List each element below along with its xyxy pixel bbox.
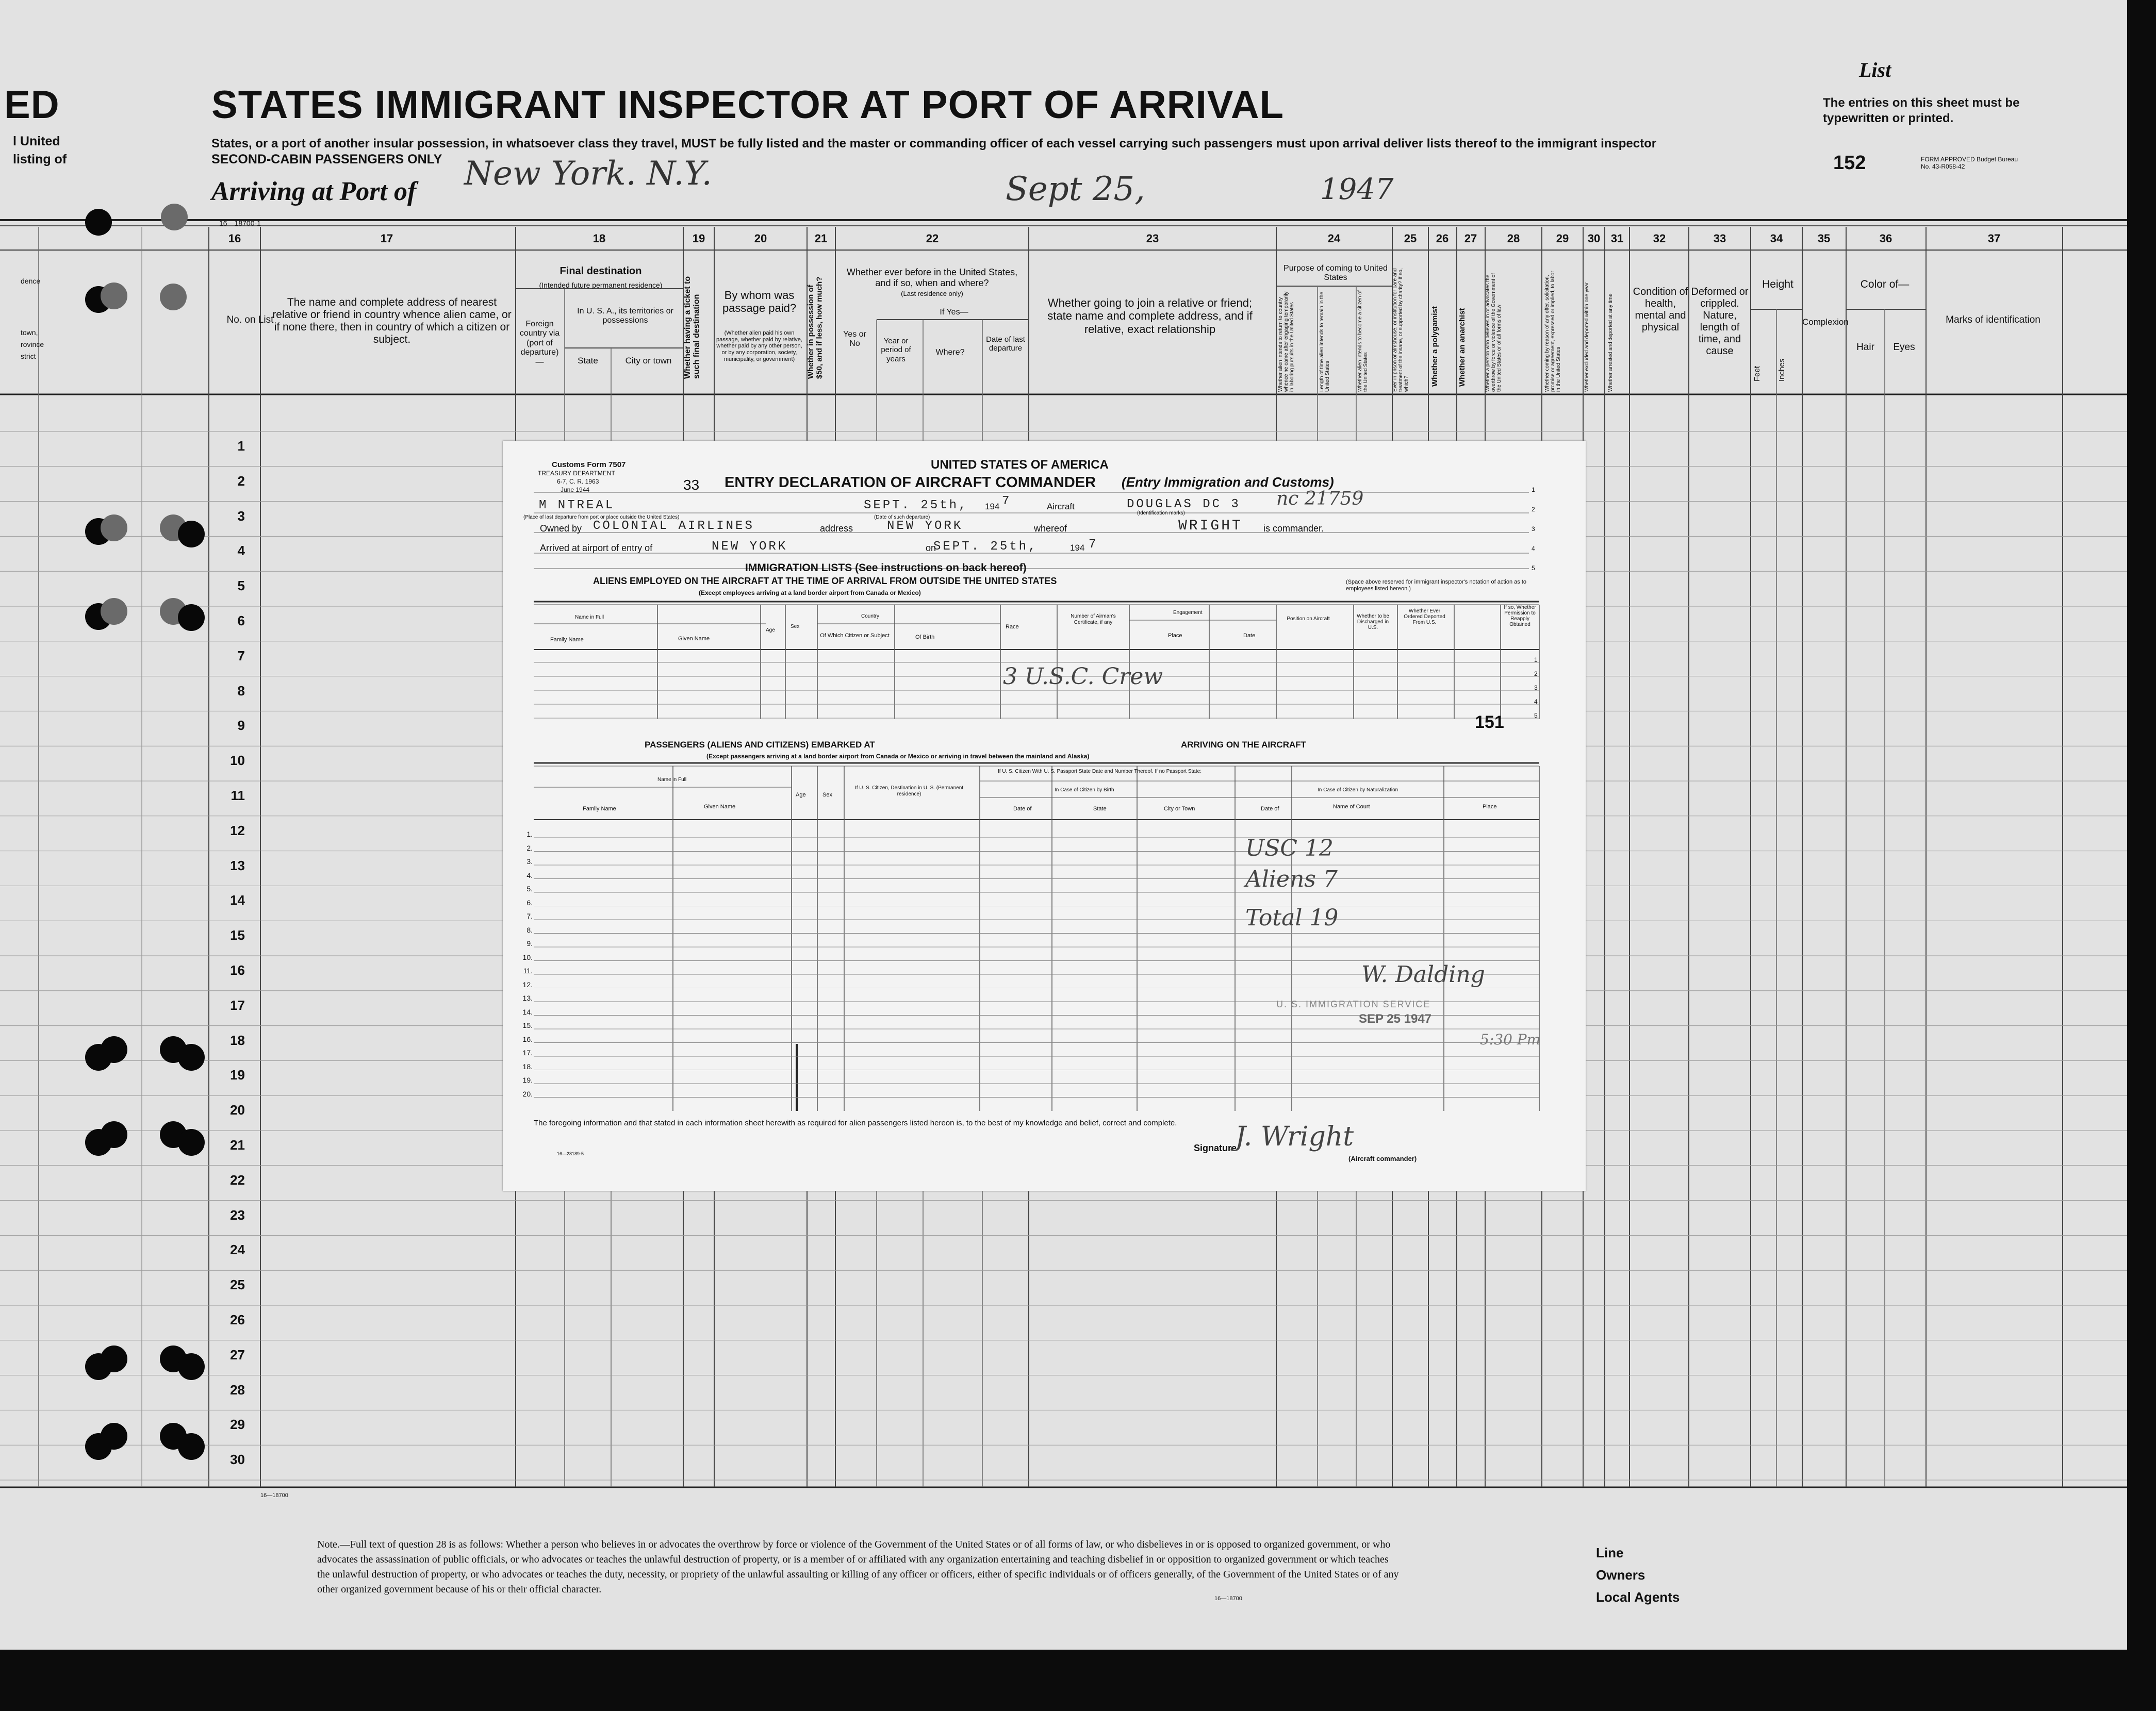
punch-hole	[161, 204, 188, 230]
departure-place: M NTREAL	[539, 499, 615, 512]
header-purpose-return: Whether alien intends to return to country whence he came after engaging temporarily in laboring pursuits in the United States	[1278, 291, 1295, 392]
sheet-cabin-class: SECOND-CABIN PASSENGERS ONLY	[211, 152, 442, 167]
passenger-row-number: 7.	[526, 912, 533, 920]
column-number: 24	[1327, 232, 1341, 245]
aircraft-commander-name: WRIGHT	[1178, 518, 1243, 534]
header-purpose: Purpose of coming to United States	[1283, 264, 1388, 283]
header-inches: Inches	[1778, 358, 1786, 381]
owned-by-label: Owned by	[540, 523, 582, 534]
passenger-row-number: 15.	[522, 1021, 533, 1029]
passengers-sub: (Except passengers arriving at a land border airport from Canada or Mexico or arriving in travel between the mainland and Alaska)	[706, 753, 1090, 760]
row-number: 29	[230, 1417, 245, 1433]
aliens-family-name: Family Name	[550, 637, 584, 643]
aliens-airman-cert: Number of Airman's Certificate, if any	[1071, 613, 1116, 625]
passenger-row-number: 18.	[522, 1062, 533, 1071]
header-year-period: Year or period of years	[881, 337, 911, 363]
label-place-departure: (Place of last departure from port or place outside the United States)	[523, 514, 680, 520]
header-foreign-country: Foreign country via (port of departure)—	[519, 320, 560, 367]
column-number: 23	[1146, 232, 1159, 245]
aliens-given-name: Given Name	[678, 636, 710, 642]
header-polygamist: Whether a polygamist	[1430, 306, 1439, 387]
tally-total: Total 19	[1245, 905, 1339, 931]
row-number: 14	[230, 892, 245, 908]
aliens-race: Race	[1006, 624, 1019, 630]
header-passage-paid: By whom was passage paid?	[722, 289, 797, 315]
row-number: 10	[230, 753, 245, 769]
whereof-label: whereof	[1034, 523, 1067, 534]
punch-hole	[101, 598, 127, 625]
space-reserved-note: (Space above reserved for immigrant inspector's notation of action as to employees listed hereon.)	[1346, 579, 1527, 592]
passenger-row-number: 8.	[526, 925, 533, 934]
row-number: 13	[230, 857, 245, 873]
column-number: 37	[1987, 232, 2001, 245]
declaration-line-number: 4	[1532, 545, 1535, 552]
sheet-title: STATES IMMIGRANT INSPECTOR AT PORT OF ARRIVAL	[211, 83, 1285, 127]
immigration-lists-title: IMMIGRATION LISTS (See instructions on back hereof)	[745, 562, 1027, 574]
header-deformed: Deformed or crippled. Nature, length of time, and cause	[1691, 286, 1749, 357]
header-join-relative: Whether going to join a relative or friend; state name and complete address, and if relative, exact relationship	[1047, 296, 1253, 336]
punch-hole	[178, 1433, 205, 1460]
footer-owners-label: Owners	[1596, 1567, 1645, 1583]
punch-hole	[178, 1353, 205, 1380]
declaration-sheet-151: 151	[1475, 712, 1504, 732]
passengers-title: PASSENGERS (ALIENS AND CITIZENS) EMBARKED AT	[645, 740, 875, 750]
left-fragment-line1: l United	[13, 134, 60, 148]
passenger-row-number: 3.	[526, 857, 533, 866]
aliens-employed-sub: (Except employees arriving at a land border airport from Canada or Mexico)	[699, 589, 921, 596]
footer-line-label: Line	[1596, 1545, 1624, 1560]
column-number: 18	[593, 232, 606, 245]
row-number: 28	[230, 1382, 245, 1398]
header-if-yes: If Yes—	[940, 308, 968, 317]
arrived-label: Arrived at airport of entry of	[540, 543, 653, 553]
aliens-age: Age	[766, 627, 775, 633]
aliens-permission: If so, Whether Permission to Reapply Obtained	[1504, 605, 1536, 627]
passengers-state: State	[1093, 806, 1107, 812]
row-number: 4	[237, 543, 245, 559]
departure-year-digit: 7	[1002, 494, 1012, 508]
punch-hole	[178, 1129, 205, 1156]
header-last-residence: (Last residence only)	[901, 290, 963, 297]
row-number: 21	[230, 1137, 245, 1153]
punch-hole	[101, 283, 127, 309]
alien-row-number: 4	[1534, 698, 1538, 705]
passenger-row-number: 1.	[526, 830, 533, 838]
header-state: State	[578, 356, 598, 366]
declaration-form-code: 16—28189-5	[557, 1151, 584, 1156]
left-edge-label-4: strict	[21, 352, 36, 360]
sheet-form-code: 16—18700-1	[219, 219, 261, 227]
row-number: 25	[230, 1277, 245, 1293]
arriving-label: Arriving at Port of	[211, 177, 417, 206]
header-in-usa: In U. S. A., its territories or possessions	[577, 307, 673, 325]
header-anarchist: Whether an anarchist	[1458, 308, 1467, 387]
column-number: 19	[692, 232, 705, 245]
aliens-position: Position on Aircraft	[1287, 616, 1330, 622]
row-number: 22	[230, 1172, 245, 1188]
column-number: 35	[1817, 232, 1831, 245]
header-prison: Ever in prison or almshouse, or institution for care and treatment of the insane, or supported by charity? If so, which?	[1392, 268, 1409, 392]
header-final-destination-sub: (Intended future permanent residence)	[539, 281, 663, 289]
row-number: 6	[237, 613, 245, 628]
column-number: 21	[814, 232, 828, 245]
header-ticket: Whether having a ticket to such final destination	[683, 276, 701, 379]
passengers-passport: If U. S. Citizen With U. S. Passport State Date and Number Thereof. If no Passport State:	[998, 769, 1202, 774]
tally-aliens: Aliens 7	[1245, 866, 1338, 892]
alien-row-number: 3	[1534, 684, 1538, 691]
tally-usc: USC 12	[1245, 835, 1334, 861]
header-feet: Feet	[1753, 366, 1762, 381]
passenger-row-number: 9.	[526, 939, 533, 948]
passengers-title-arriving: ARRIVING ON THE AIRCRAFT	[1181, 740, 1307, 750]
aliens-engagement: Engagement	[1173, 610, 1203, 616]
customs-form-number: Customs Form 7507	[552, 460, 626, 469]
passengers-destination: If U. S. Citizen, Destination in U. S. (Permanent residence)	[854, 785, 964, 797]
aliens-birth: Of Birth	[915, 634, 935, 640]
header-overthrow: Whether a person who believes in or advocates the overthrow by force or violence of the Government of the United States or of all forms of law	[1485, 273, 1502, 392]
passengers-given-name: Given Name	[704, 804, 736, 810]
declaration-title: ENTRY DECLARATION OF AIRCRAFT COMMANDER	[725, 474, 1096, 491]
passenger-row-number: 13.	[522, 994, 533, 1002]
form-date: June 1944	[561, 486, 590, 493]
passengers-family-name: Family Name	[583, 806, 616, 812]
declaration-list-number: 33	[683, 477, 700, 493]
aliens-country: Country	[861, 613, 880, 619]
left-fragment-line2: listing of	[13, 152, 67, 167]
row-number: 7	[237, 647, 245, 663]
row-number: 5	[237, 578, 245, 594]
column-number: 29	[1556, 232, 1569, 245]
punch-hole	[101, 1345, 127, 1372]
arrival-date-handwritten: Sept 25,	[1006, 170, 1145, 208]
column-number: 25	[1404, 232, 1417, 245]
row-number: 2	[237, 473, 245, 489]
typewritten-note: The entries on this sheet must be typewritten or printed.	[1823, 96, 2020, 125]
aliens-citizen-of: Of Which Citizen or Subject	[820, 633, 890, 639]
column-number: 33	[1713, 232, 1726, 245]
passengers-age: Age	[796, 792, 806, 798]
row-number: 15	[230, 927, 245, 943]
passenger-row-number: 11.	[523, 967, 533, 975]
row-number: 24	[230, 1242, 245, 1258]
departure-date: SEPT. 25th,	[864, 499, 968, 512]
aircraft-type: DOUGLAS DC 3	[1127, 497, 1241, 511]
row-number: 1	[237, 438, 245, 454]
punch-hole	[178, 1044, 205, 1071]
passengers-naturalization: In Case of Citizen by Naturalization	[1318, 787, 1398, 793]
header-no-on-list: No. on List	[226, 314, 274, 325]
declaration-grid	[503, 441, 1586, 1191]
passengers-date-of-nat: Date of	[1261, 806, 1279, 812]
list-label: List	[1859, 58, 1891, 81]
declaration-line-number: 1	[1532, 486, 1535, 493]
label-date-departure: (Date of such departure)	[874, 514, 930, 520]
arrival-airport: NEW YORK	[712, 540, 788, 554]
passenger-row-number: 12.	[522, 980, 533, 989]
column-number: 36	[1879, 232, 1892, 245]
left-edge-label-3: rovince	[21, 340, 44, 348]
left-edge-label-1: dence	[21, 277, 41, 285]
passengers-place: Place	[1483, 804, 1497, 810]
on-label: on	[926, 543, 936, 553]
signature-label: Signature	[1194, 1143, 1237, 1153]
passenger-row-number: 4.	[526, 871, 533, 879]
crew-tally-handwritten: 3 U.S.C. Crew	[1003, 663, 1163, 690]
aliens-employed-title: ALIENS EMPLOYED ON THE AIRCRAFT AT THE TIME OF ARRIVAL FROM OUTSIDE THE UNITED STATES	[593, 576, 1057, 586]
treasury-department: TREASURY DEPARTMENT	[538, 470, 615, 477]
aliens-discharged: Whether to be Discharged in U.S.	[1357, 613, 1389, 630]
passengers-city: City or Town	[1164, 806, 1195, 812]
punch-hole	[178, 521, 205, 547]
header-ever-before: Whether ever before in the United States, and if so, when and where?	[846, 267, 1018, 288]
punch-hole	[160, 284, 187, 310]
aircraft-entry-declaration	[503, 441, 1586, 1191]
header-height: Height	[1762, 278, 1793, 290]
arrival-date: SEPT. 25th,	[933, 540, 1038, 554]
header-nearest-relative: The name and complete address of nearest relative or friend in country whence alien came, or if none there, then in country of which a citizen or subject.	[272, 296, 512, 346]
declaration-line-number: 3	[1532, 525, 1535, 533]
owner-address: NEW YORK	[887, 519, 963, 533]
passengers-date-of: Date of	[1013, 806, 1032, 812]
immigration-stamp: U. S. IMMIGRATION SERVICE	[1276, 999, 1431, 1009]
header-purpose-length: Length of time alien intends to remain in the United States	[1319, 291, 1330, 392]
column-number: 34	[1770, 232, 1783, 245]
row-number: 8	[237, 683, 245, 699]
passengers-birth: In Case of Citizen by Birth	[1055, 787, 1114, 793]
column-number: 16	[228, 232, 241, 245]
header-last-departure: Date of last departure	[986, 335, 1025, 353]
header-complexion: Complexion	[1802, 317, 1849, 327]
row-number: 18	[230, 1032, 245, 1048]
passenger-row-number: 17.	[522, 1049, 533, 1057]
declaration-line-number: 5	[1532, 564, 1535, 572]
header-city: City or town	[625, 356, 672, 366]
column-number: 17	[380, 232, 393, 245]
passenger-row-number: 20.	[522, 1089, 533, 1098]
stamp-date: SEP 25 1947	[1359, 1012, 1432, 1026]
column-number: 26	[1436, 232, 1449, 245]
footer-agents-label: Local Agents	[1596, 1589, 1680, 1605]
row-number: 12	[230, 822, 245, 838]
arrival-year-digit: 7	[1089, 538, 1098, 552]
punch-hole	[101, 1121, 127, 1148]
foregoing-statement: The foregoing information and that stated in each information sheet herewith as required for alien passengers listed hereon is, to the best of my knowledge and belief, correct and complete.	[534, 1119, 1177, 1127]
arrival-port-handwritten: New York. N.Y.	[464, 155, 712, 193]
left-edge-label-2: town,	[21, 328, 38, 337]
passenger-row-number: 14.	[522, 1007, 533, 1016]
header-eyes: Eyes	[1893, 342, 1915, 353]
header-marks: Marks of identification	[1946, 314, 2040, 325]
punch-hole	[101, 514, 127, 541]
header-labor-offer: Whether coming by reason of any offer, solicitation, promise or agreement, expressed or implied, to labor in the United States	[1544, 271, 1561, 392]
passengers-name-full: Name in Full	[657, 777, 687, 783]
column-number: 28	[1507, 232, 1520, 245]
commander-signature: J. Wright	[1235, 1121, 1354, 1152]
row-number: 9	[237, 718, 245, 734]
aircraft-registration: nc 21759	[1276, 488, 1364, 509]
arrival-year-prefix: 194	[1070, 543, 1085, 553]
alien-row-number: 5	[1534, 712, 1538, 719]
alien-row-number: 2	[1534, 670, 1538, 677]
passenger-row-number: 2.	[526, 843, 533, 852]
passenger-row-number: 5.	[526, 885, 533, 893]
header-health: Condition of health, mental and physical	[1633, 286, 1688, 333]
passengers-court: Name of Court	[1333, 804, 1370, 810]
punch-hole	[101, 1036, 127, 1063]
alien-row-number: 1	[1534, 656, 1538, 663]
aircraft-commander-label: (Aircraft commander)	[1348, 1155, 1417, 1162]
header-color-of: Color of—	[1860, 278, 1910, 290]
aliens-name-full: Name in Full	[575, 614, 604, 620]
row-number: 30	[230, 1452, 245, 1468]
header-excluded: Whether excluded and deported within one year	[1584, 282, 1590, 392]
passenger-row-number: 16.	[522, 1035, 533, 1043]
aircraft-label: Aircraft	[1047, 502, 1075, 511]
punch-hole	[178, 604, 205, 631]
punch-hole	[101, 1423, 127, 1450]
row-number: 17	[230, 997, 245, 1013]
column-number: 30	[1587, 232, 1601, 245]
stamp-time: 5:30 Pm	[1480, 1031, 1541, 1048]
row-number: 3	[237, 508, 245, 524]
row-number: 27	[230, 1347, 245, 1363]
row-number: 23	[230, 1207, 245, 1223]
declaration-line-number: 2	[1532, 506, 1535, 513]
label-identification-marks: (Identification marks)	[1137, 510, 1185, 516]
departure-year-prefix: 194	[985, 502, 1000, 511]
sheet-number: 152	[1833, 152, 1866, 174]
header-where: Where?	[935, 348, 965, 357]
column-number: 32	[1653, 232, 1666, 245]
aircraft-owner: COLONIAL AIRLINES	[593, 519, 754, 533]
form-approved-label: FORM APPROVED Budget Bureau No. 43-R058-42	[1921, 156, 2018, 170]
row-number: 16	[230, 962, 245, 978]
header-hair: Hair	[1856, 342, 1874, 353]
is-commander-label: is commander.	[1263, 523, 1324, 534]
column-number: 27	[1464, 232, 1477, 245]
address-label: address	[820, 523, 853, 534]
inspector-signature: W. Dalding	[1361, 961, 1485, 988]
left-fragment-heading: ED	[4, 83, 60, 127]
header-yes-or-no: Yes or No	[843, 330, 866, 348]
row-number: 11	[231, 788, 245, 803]
passenger-row-number: 19.	[522, 1076, 533, 1084]
aliens-place: Place	[1168, 633, 1182, 639]
header-final-destination: Final destination	[559, 265, 642, 277]
passengers-sex: Sex	[822, 792, 832, 798]
column-number: 22	[926, 232, 939, 245]
form-cfr: 6-7, C. R. 1963	[557, 478, 599, 485]
form-usa: UNITED STATES OF AMERICA	[931, 458, 1109, 472]
sheet-subtitle: States, or a port of another insular possession, in whatsoever class they travel, MUST be fully listed and the master or commanding officer of each vessel carrying such passengers must upon arrival deliver lists thereof to the immigrant inspector	[211, 137, 1657, 151]
header-purpose-citizen: Whether alien intends to become a citizen of the United States	[1357, 290, 1369, 392]
aliens-deported: Whether Ever Ordered Deported From U.S.	[1404, 608, 1445, 625]
note-form-code: 16—18700	[1214, 1596, 1242, 1602]
column-number: 20	[754, 232, 767, 245]
aliens-sex: Sex	[791, 624, 800, 629]
header-fifty-dollars: Whether in possession of $50, and if less, how much?	[807, 276, 824, 379]
declaration-title-paren: (Entry Immigration and Customs)	[1122, 474, 1334, 490]
header-passage-paid-sub: (Whether alien paid his own passage, whether paid by relative, whether paid by any other person, or by any corporation, society, municipality, or government)	[716, 330, 802, 362]
header-deported: Whether arrested and deported at any time	[1608, 293, 1614, 392]
passenger-row-number: 6.	[526, 898, 533, 907]
row-number: 19	[230, 1067, 245, 1083]
row-number: 20	[230, 1102, 245, 1118]
aliens-date: Date	[1243, 633, 1256, 639]
passenger-row-number: 10.	[522, 953, 533, 961]
question-28-note: Note.—Full text of question 28 is as follows: Whether a person who believes in or advocates the overthrow by force or violence of the Government of the United States or of all forms of law, or who disbelieves in or is opposed to organized government, or who advocates the assassination of public officials, or who advocates or teaches the unlawful destruction of property, or is a member of or affiliated with any organization entertaining and teaching disbelief in or opposition to organized government or which teaches the unlawful destruction of property, or who advocates or teaches the duty, necessity, or propriety of the unlawful assaulting or killing of any officer or officers, either of specific individuals or of officers generally, of the Government of the United States or of any other organized government because of his or their official character.	[317, 1539, 1399, 1595]
column-number: 31	[1610, 232, 1624, 245]
punch-hole	[85, 209, 112, 236]
arrival-year-handwritten: 1947	[1320, 173, 1394, 206]
row-number: 26	[230, 1312, 245, 1327]
footer-form-code: 16—18700	[260, 1492, 288, 1499]
